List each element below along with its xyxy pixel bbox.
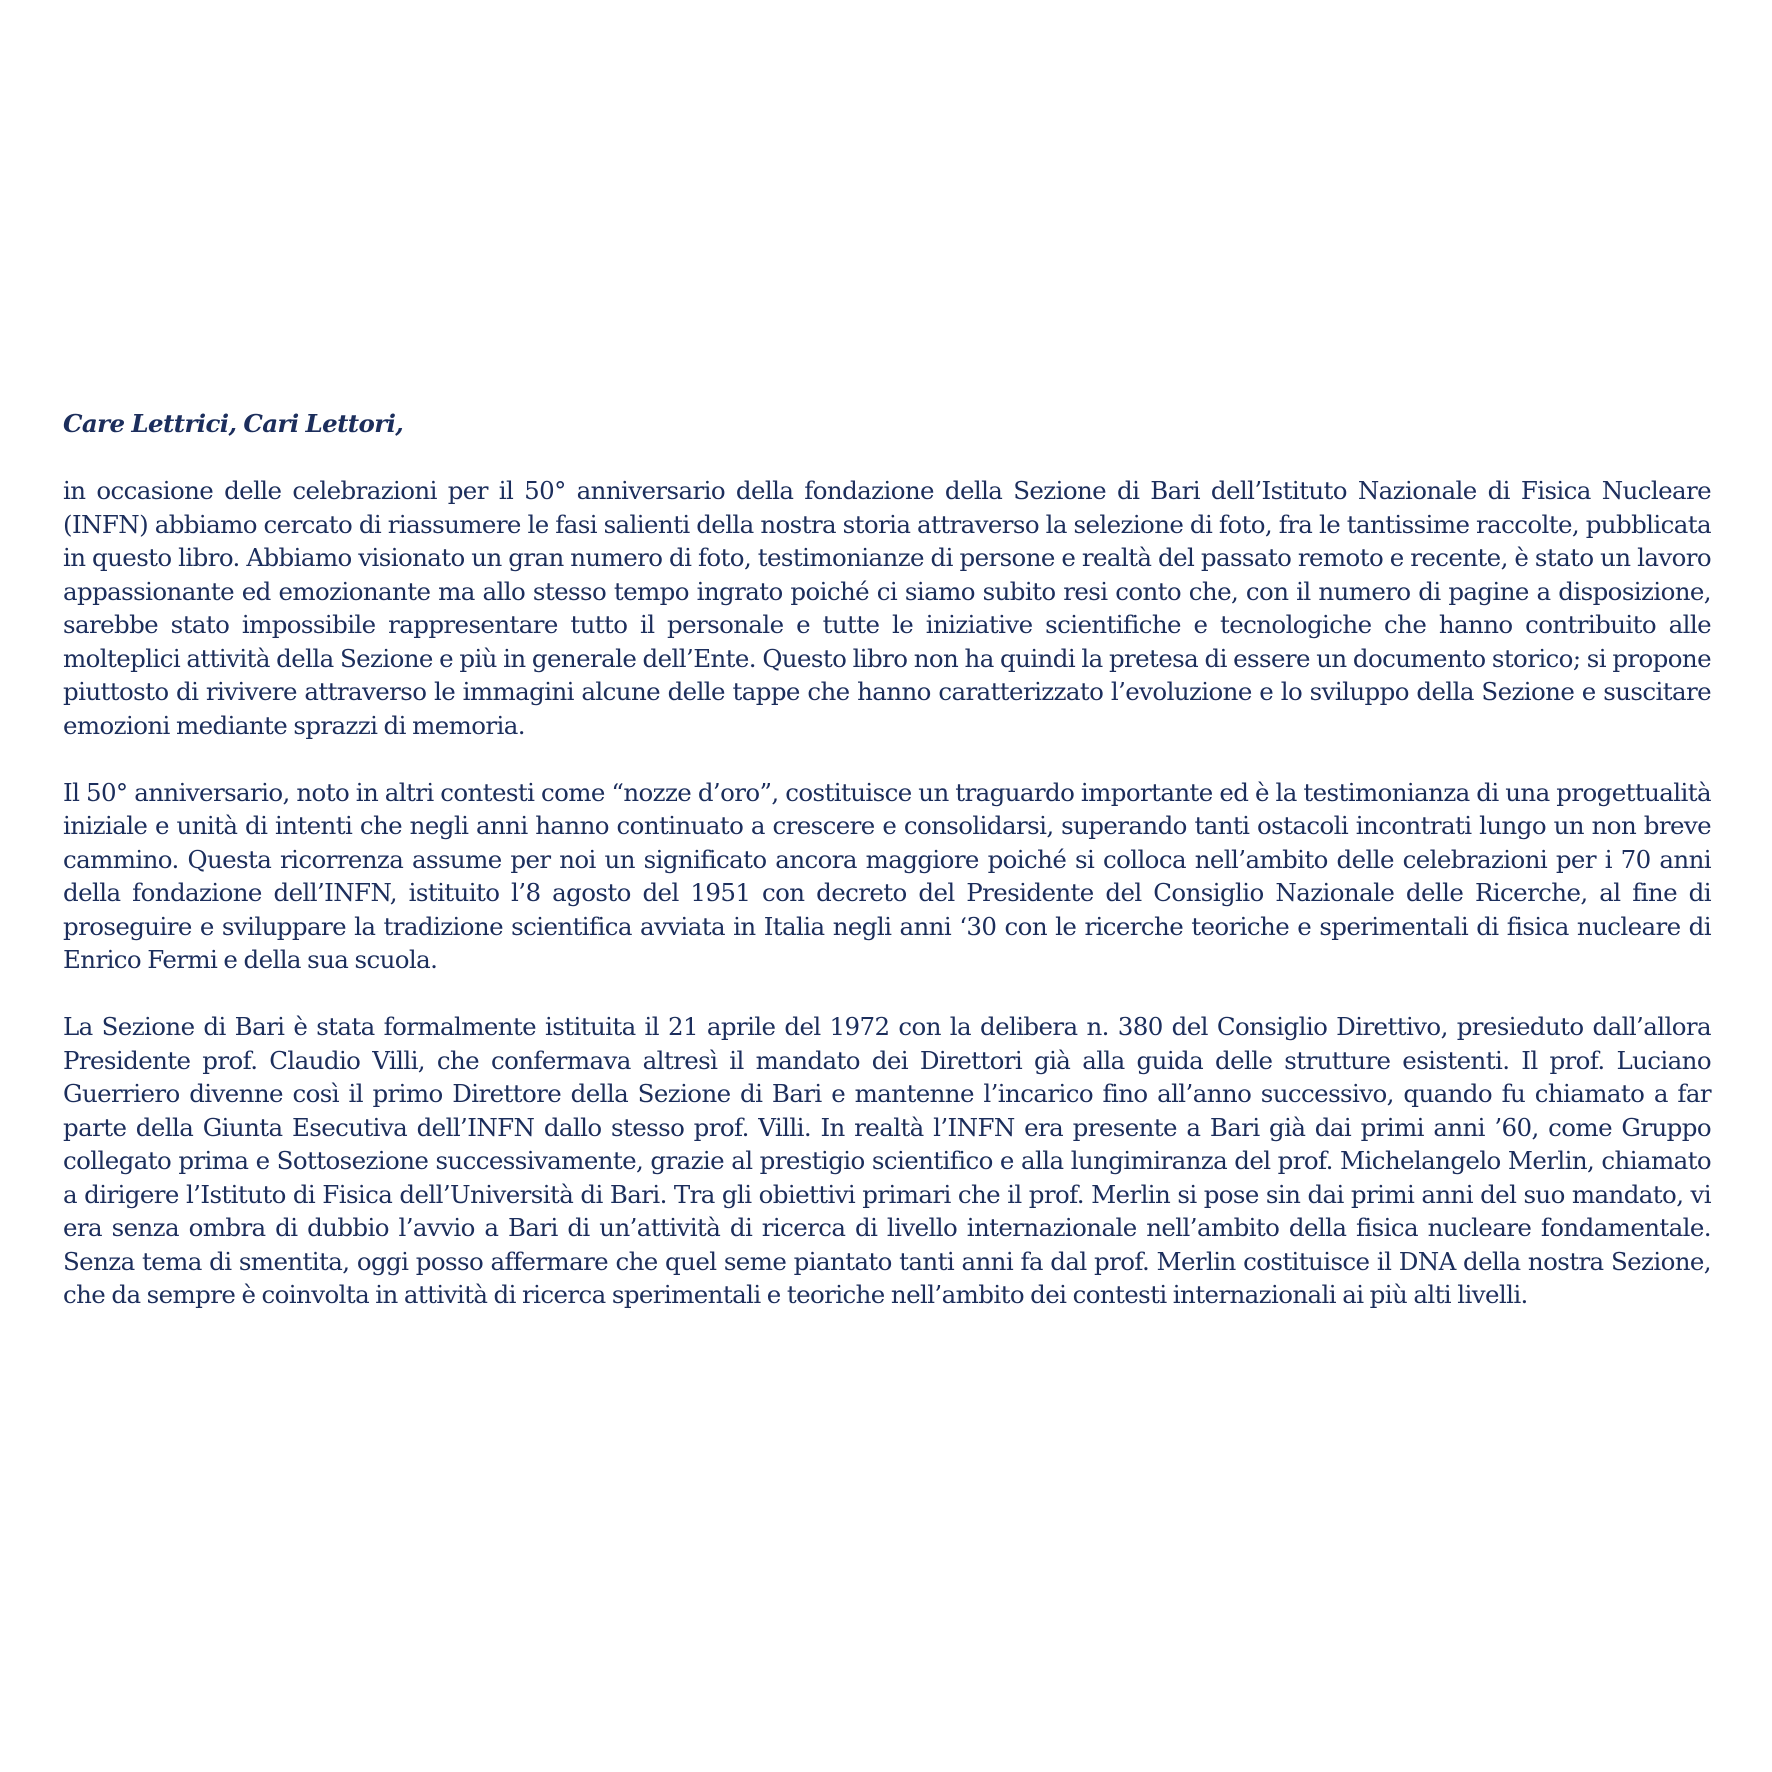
- letter-body: [63, 407, 1711, 1312]
- letter-salutation: Care Lettrici, Cari Lettori,: [63, 409, 404, 438]
- paragraph-anniversary: Il 50° anniversario, noto in altri contesti come “nozze d’oro”, costituisce un traguardo importante ed è la testimonianza di una progettualità iniziale e unità di intenti che negli anni hanno continuato a crescere e consolidarsi, superando tanti ostacoli incontrati lungo un non breve cammino. Questa ricorrenza assume per noi un significato ancora maggiore poiché si colloca nell’ambito delle celebrazioni per i 70 anni della fondazione dell’INFN, istituito l’8 agosto del 1951 con decreto del Presidente del Consiglio Nazionale delle Ricerche, al fine di proseguire e sviluppare la tradizione scientifica avviata in Italia negli anni ‘30 con le ricerche teoriche e sperimentali di fisica nucleare di Enrico Fermi e della sua scuola.: [63, 777, 1711, 974]
- paragraph-introduction: in occasione delle celebrazioni per il 50° anniversario della fondazione della Sezione di Bari dell’Istituto Nazionale di Fisica Nucleare (INFN) abbiamo cercato di riassumere le fasi salienti della nostra storia attraverso la selezione di foto, fra le tantissime raccolte, pubblicata in questo libro. Abbiamo visionato un gran numero di foto, testimonianze di persone e realtà del passato remoto e recente, è stato un lavoro appassionante ed emozionante ma allo stesso tempo ingrato poiché ci siamo subito resi conto che, con il numero di pagine a disposizione, sarebbe stato impossibile rappresentare tutto il personale e tutte le iniziative scientifiche e tecnologiche che hanno contribuito alle molteplici attività della Sezione e più in generale dell’Ente. Questo libro non ha quindi la pretesa di essere un documento storico; si propone piuttosto di rivivere attraverso le immagini alcune delle tappe che hanno caratterizzato l’evoluzione e lo sviluppo della Sezione e suscitare emozioni mediante sprazzi di memoria.: [63, 476, 1711, 740]
- paragraph-history: La Sezione di Bari è stata formalmente istituita il 21 aprile del 1972 con la delibera n. 380 del Consiglio Direttivo, presieduto dall’allora Presidente prof. Claudio Villi, che confermava altresì il mandato dei Direttori già alla guida delle strutture esistenti. Il prof. Luciano Guerriero divenne così il primo Direttore della Sezione di Bari e mantenne l’incarico fino all’anno successivo, quando fu chiamato a far parte della Giunta Esecutiva dell’INFN dallo stesso prof. Villi. In realtà l’INFN era presente a Bari già dai primi anni ’60, come Gruppo collegato prima e Sottosezione successivamente, grazie al prestigio scientifico e alla lungimiranza del prof. Michelangelo Merlin, chiamato a dirigere l’Istituto di Fisica dell’Università di Bari. Tra gli obiettivi primari che il prof. Merlin si pose sin dai primi anni del suo mandato, vi era senza ombra di dubbio l’avvio a Bari di un’attività di ricerca di livello internazionale nell’ambito della fisica nucleare fondamentale. Senza tema di smentita, oggi posso affermare che quel seme piantato tanti anni fa dal prof. Merlin costituisce il DNA della nostra Sezione, che da sempre è coinvolta in attività di ricerca sperimentali e teoriche nell’ambito dei contesti internazionali ai più alti livelli.: [63, 1012, 1711, 1309]
